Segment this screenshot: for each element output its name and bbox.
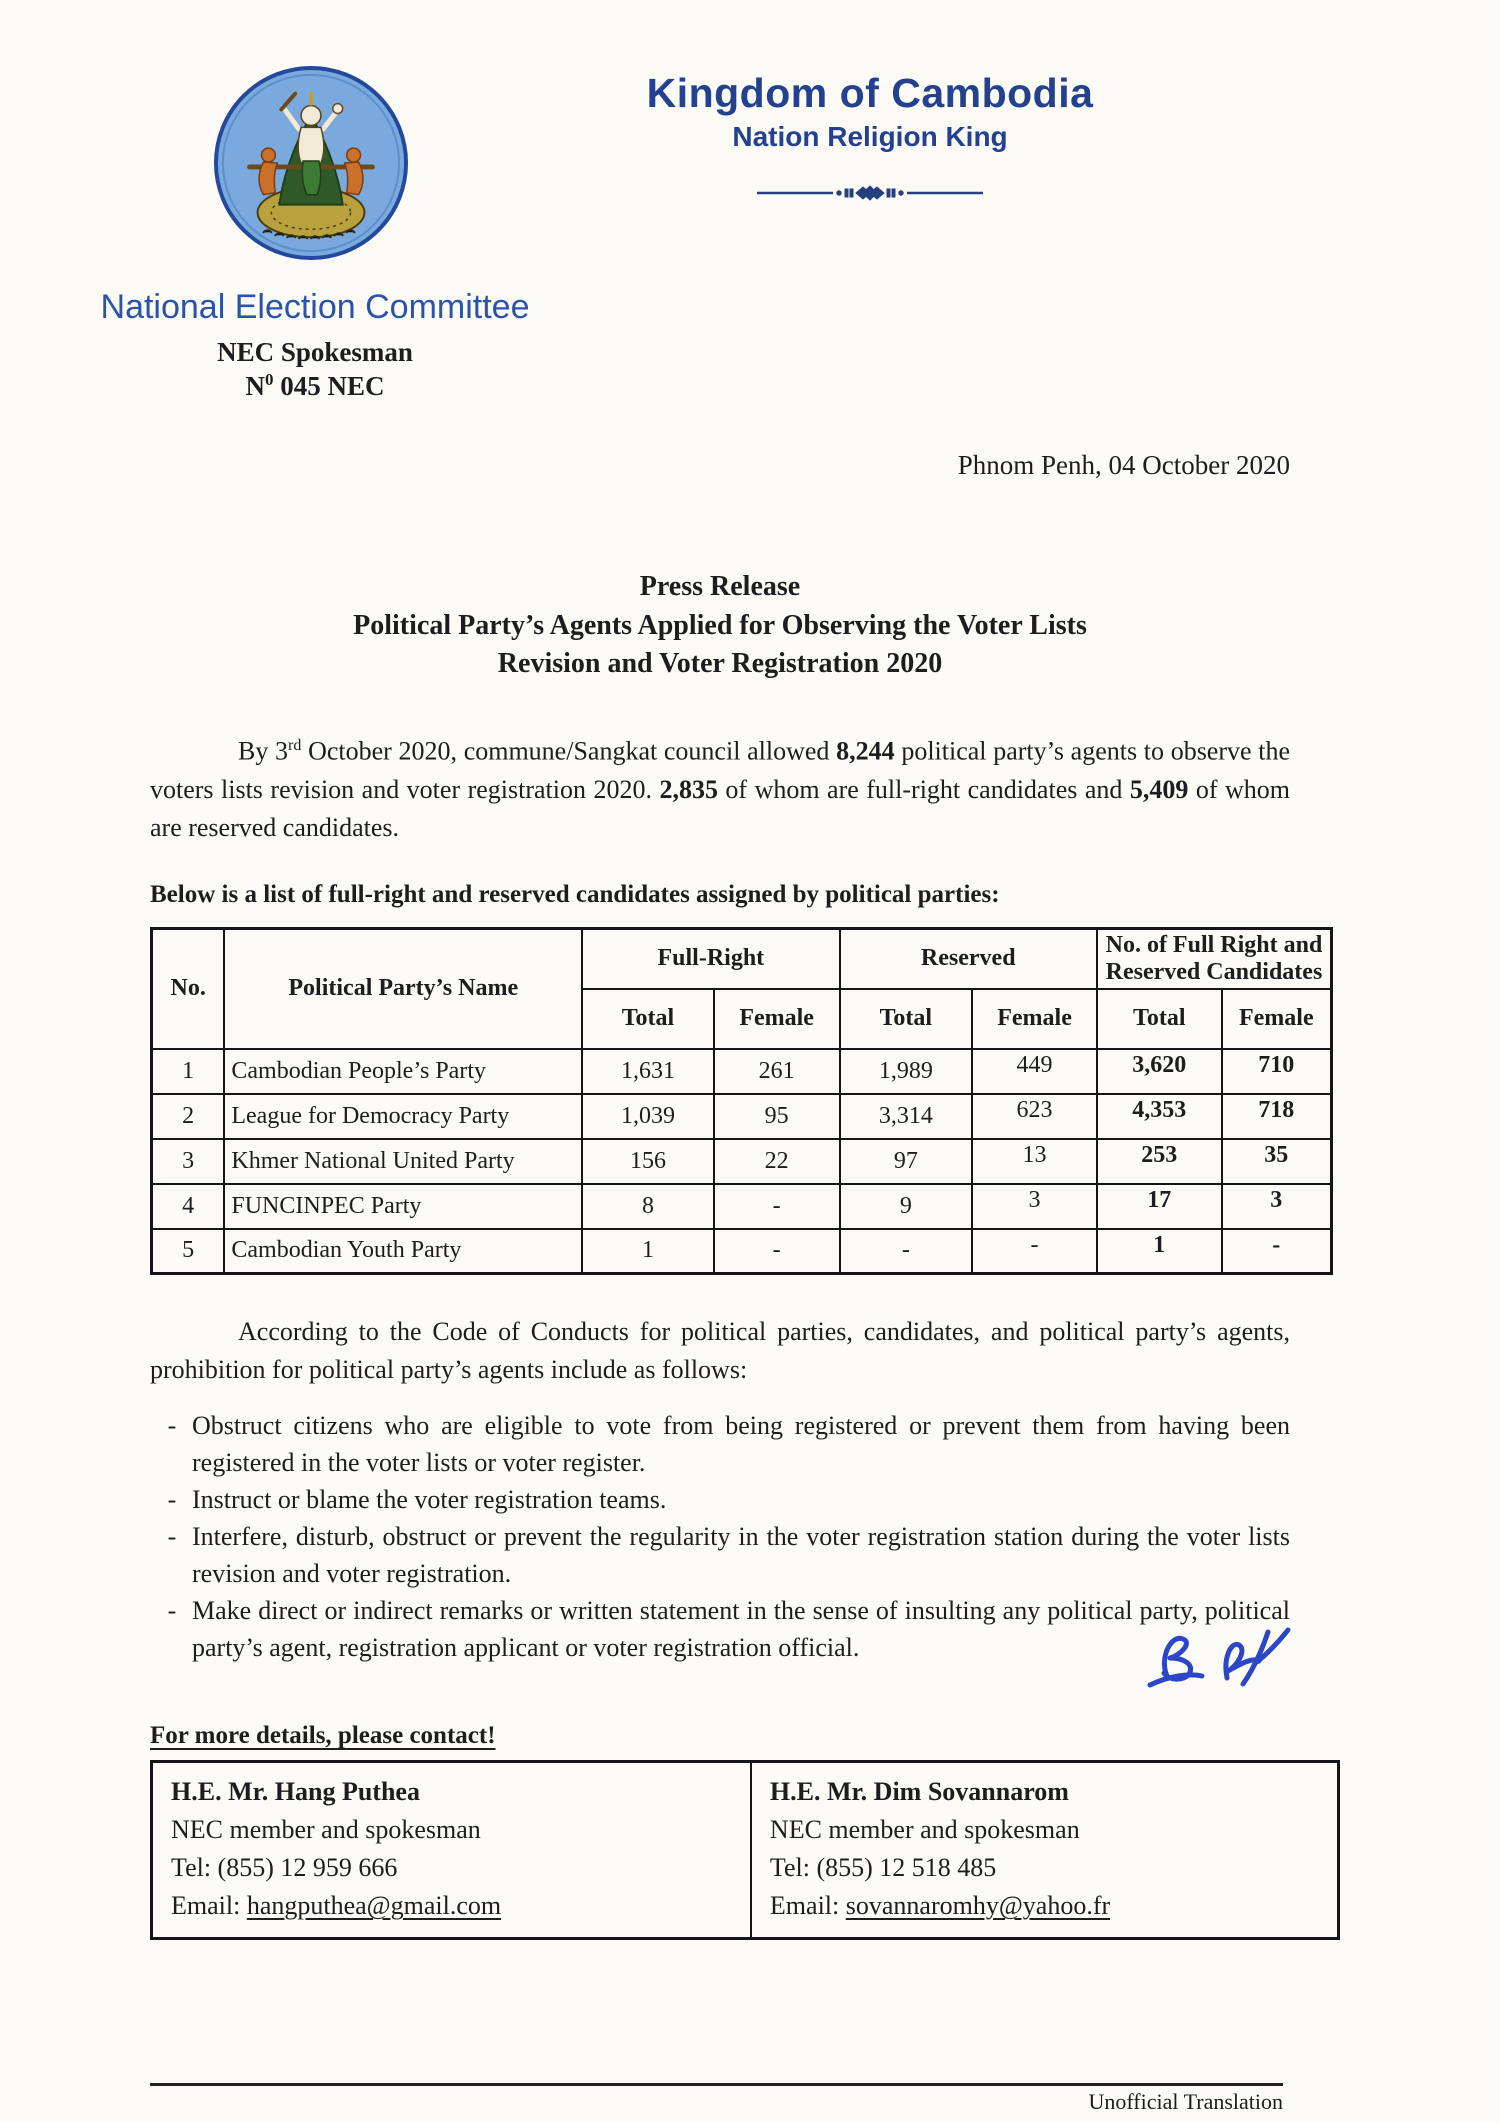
reserved-count: 5,409: [1129, 774, 1189, 804]
contact-heading: For more details, please contact!: [150, 1722, 496, 1750]
fr-total: 8: [582, 1184, 714, 1229]
col-group-total: No. of Full Right and Reserved Candidates: [1097, 928, 1332, 989]
t-total: 253: [1097, 1139, 1222, 1184]
row-no: 2: [152, 1094, 225, 1139]
fr-female: -: [714, 1229, 840, 1274]
contact-name: H.E. Mr. Dim Sovannarom: [769, 1777, 1069, 1807]
intro-paragraph: By 3rd October 2020, commune/Sangkat council allowed 8,244 political party’s agents to observe the voters lists revision and voter registration 2020. 2,835 of whom are full-right candidates and 5,409 of whom are reserved candidates.: [150, 736, 1291, 842]
title-line-1: Political Party’s Agents Applied for Observing the Voter Lists: [353, 610, 1087, 641]
signature-initials-icon: [1147, 1618, 1319, 1700]
list-item: [150, 1592, 1290, 1666]
table-intro-line: Below is a list of full-right and reserved candidates assigned by political parties:: [150, 880, 1000, 908]
row-no: 1: [152, 1049, 225, 1094]
prohibition-list: [150, 1407, 1290, 1666]
t-female: 35: [1222, 1139, 1332, 1184]
r-female: 449: [972, 1049, 1097, 1094]
party-name: Khmer National United Party: [224, 1139, 582, 1184]
list-item-text: Instruct or blame the voter registration teams.: [192, 1485, 667, 1515]
col-header-fr-female: Female: [714, 989, 840, 1049]
document-body: [150, 571, 1340, 1940]
contact-card-hang-puthea: [152, 1762, 751, 1939]
dash-bullet-icon: -: [167, 1522, 177, 1552]
nec-emblem-logo: [212, 64, 410, 262]
kingdom-title: Kingdom of Cambodia: [646, 70, 1094, 116]
contact-card-dim-sovannarom: [751, 1762, 1339, 1939]
t-female: -: [1222, 1229, 1332, 1274]
contact-name: H.E. Mr. Hang Puthea: [171, 1777, 420, 1807]
t-total: 1: [1097, 1229, 1222, 1274]
table-row: [152, 1049, 1332, 1094]
col-header-r-female: Female: [972, 989, 1097, 1049]
press-release-title: [150, 607, 1290, 683]
row-no: 5: [152, 1229, 225, 1274]
contact-email-line: Email: hangputhea@gmail.com: [171, 1891, 502, 1921]
contact-role: NEC member and spokesman: [171, 1815, 481, 1845]
col-header-t-total: Total: [1097, 989, 1222, 1049]
t-total: 4,353: [1097, 1094, 1222, 1139]
press-release-heading: Press Release: [639, 571, 801, 602]
r-female: 623: [972, 1094, 1097, 1139]
kingdom-header: [515, 70, 1225, 208]
fr-total: 1,039: [582, 1094, 714, 1139]
org-name: National Election Committee: [100, 288, 530, 326]
r-total: 3,314: [840, 1094, 973, 1139]
org-header: [50, 288, 580, 402]
t-female: 710: [1222, 1049, 1332, 1094]
col-header-no: No.: [152, 928, 225, 1049]
table-row: [152, 1229, 1332, 1274]
title-line-2: Revision and Voter Registration 2020: [497, 648, 943, 679]
list-item: [150, 1518, 1290, 1592]
t-total: 17: [1097, 1184, 1222, 1229]
footer-note: Unofficial Translation: [1088, 2089, 1283, 2114]
contact-role: NEC member and spokesman: [769, 1815, 1080, 1845]
full-right-count: 2,835: [659, 774, 718, 804]
contact-table: [150, 1760, 1340, 1940]
ornamental-divider-icon: [755, 183, 985, 203]
t-total: 3,620: [1097, 1049, 1222, 1094]
list-item-text: Interfere, disturb, obstruct or prevent the regularity in the voter registration station during the voter lists revision and voter registration.: [192, 1522, 1290, 1589]
col-header-fr-total: Total: [582, 989, 714, 1049]
t-female: 3: [1222, 1184, 1332, 1229]
fr-female: -: [714, 1184, 840, 1229]
col-group-full-right: Full-Right: [582, 928, 839, 989]
col-header-t-female: Female: [1222, 989, 1332, 1049]
table-row: [152, 1139, 1332, 1184]
r-female: 13: [972, 1139, 1097, 1184]
contact-tel: Tel: (855) 12 959 666: [171, 1853, 398, 1883]
letterhead: [0, 0, 1500, 505]
reference-number: $N^0$ 045 NEC: [245, 370, 385, 401]
list-item: [150, 1407, 1290, 1481]
party-name: FUNCINPEC Party: [224, 1184, 582, 1229]
party-name: League for Democracy Party: [224, 1094, 582, 1139]
table-row: [152, 1094, 1332, 1139]
col-group-reserved: Reserved: [840, 928, 1097, 989]
list-item-text: Make direct or indirect remarks or written statement in the sense of insulting any political party, political party’s agent, registration applicant or voter registration official.: [192, 1592, 1290, 1666]
r-female: -: [972, 1229, 1097, 1274]
r-total: 1,989: [840, 1049, 973, 1094]
t-female: 718: [1222, 1094, 1332, 1139]
fr-female: 95: [714, 1094, 840, 1139]
email-link[interactable]: hangputhea@gmail.com: [246, 1891, 502, 1921]
contact-tel: Tel: (855) 12 518 485: [769, 1853, 997, 1883]
fr-female: 22: [714, 1139, 840, 1184]
r-female: 3: [972, 1184, 1097, 1229]
fr-total: 156: [582, 1139, 714, 1184]
r-total: 97: [840, 1139, 973, 1184]
list-item-text: Obstruct citizens who are eligible to vote from being registered or prevent them from having been registered in the voter lists or voter register.: [192, 1411, 1290, 1478]
spokesman-line: NEC Spokesman: [217, 337, 413, 367]
col-header-r-total: Total: [840, 989, 973, 1049]
table-row: [152, 1184, 1332, 1229]
col-header-party-name: Political Party’s Name: [224, 928, 582, 1049]
r-total: 9: [840, 1184, 973, 1229]
fr-total: 1: [582, 1229, 714, 1274]
fr-female: 261: [714, 1049, 840, 1094]
party-name: Cambodian People’s Party: [224, 1049, 582, 1094]
page-footer: [150, 2083, 1283, 2115]
footer-divider: [150, 2083, 1283, 2086]
dash-bullet-icon: -: [167, 1485, 177, 1515]
dash-bullet-icon: -: [167, 1411, 177, 1441]
total-agents-count: 8,244: [836, 736, 895, 766]
email-link[interactable]: sovannaromhy@yahoo.fr: [845, 1891, 1111, 1921]
row-no: 3: [152, 1139, 225, 1184]
list-item: [150, 1481, 1290, 1518]
parties-table: [150, 927, 1333, 1276]
party-name: Cambodian Youth Party: [224, 1229, 582, 1274]
fr-total: 1,631: [582, 1049, 714, 1094]
kingdom-motto: Nation Religion King: [732, 121, 1008, 152]
dash-bullet-icon: -: [167, 1596, 177, 1626]
row-no: 4: [152, 1184, 225, 1229]
conduct-paragraph: According to the Code of Conducts for political parties, candidates, and political party’s agents, prohibition for political party’s agents include as follows:: [150, 1317, 1290, 1385]
date-line: Phnom Penh, 04 October 2020: [957, 450, 1290, 480]
contact-email-line: Email: sovannaromhy@yahoo.fr: [769, 1891, 1111, 1921]
r-total: -: [840, 1229, 973, 1274]
